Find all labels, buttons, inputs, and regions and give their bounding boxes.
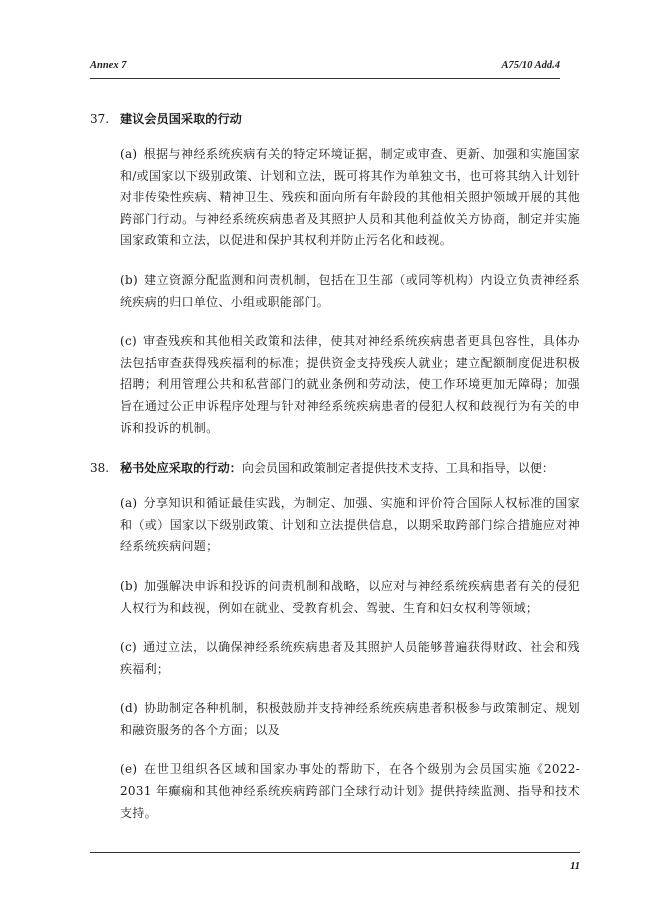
annex-label: Annex 7 bbox=[90, 60, 127, 71]
item-text: 通过立法，以确保神经系统疾病患者及其照护人员能够普遍获得财政、社会和残疾福利； bbox=[120, 640, 580, 676]
paragraph-c bbox=[120, 331, 580, 439]
paragraph-b bbox=[120, 270, 580, 313]
paragraph-c bbox=[120, 637, 580, 680]
section-number: 37. bbox=[90, 112, 110, 126]
paragraph-b bbox=[120, 576, 580, 619]
paragraph-d bbox=[120, 698, 580, 741]
section-37 bbox=[90, 108, 580, 439]
item-text: 在世卫组织各区域和国家办事处的帮助下，在各个级别为会员国实施《2022-2031 年癫痫和其他神经系统疾病跨部门全球行动计划》提供持续监测、指导和技术支持。 bbox=[120, 762, 580, 820]
item-label: (c) bbox=[120, 334, 137, 349]
section-number: 38. bbox=[90, 461, 110, 476]
section-heading bbox=[90, 108, 580, 130]
item-text: 加强解决申诉和投诉的问责机制和战略，以应对与神经系统疾病患者有关的侵犯人权行为和歧视，例如在就业、受教育机会、驾驶、生育和妇女权利等领域； bbox=[120, 578, 580, 615]
item-label: (a) bbox=[120, 496, 138, 511]
item-label: (e) bbox=[120, 762, 138, 777]
item-label: (b) bbox=[120, 272, 138, 287]
section-38 bbox=[90, 457, 580, 824]
page-footer bbox=[90, 852, 580, 872]
paragraph-a bbox=[120, 493, 580, 558]
paragraph-a bbox=[120, 144, 580, 252]
item-text: 建立资源分配监测和问责机制，包括在卫生部（或同等机构）内设立负责神经系统疾病的归口单位、小组或职能部门。 bbox=[120, 272, 580, 309]
item-label: (c) bbox=[120, 640, 137, 655]
item-label: (d) bbox=[120, 701, 138, 716]
section-heading bbox=[90, 457, 580, 479]
paragraph-e bbox=[120, 759, 580, 824]
item-text: 分享知识和循证最佳实践，为制定、加强、实施和评价符合国际人权标准的国家和（或）国家以下级别政策、计划和立法提供信息，以期采取跨部门综合措施应对神经系统疾病问题； bbox=[120, 496, 580, 554]
document-code: A75/10 Add.4 bbox=[501, 60, 560, 71]
item-text: 根据与神经系统疾病有关的特定环境证据，制定或审查、更新、加强和实施国家和/或国家以下级别政策、计划和立法，既可将其作为单独文书，也可将其纳入计划针对非传染性疾病、精神卫生、残疾和面向所有年龄段的其他相关照护领域开展的其他跨部门行动。与神经系统疾病患者及其照护人员和其他利益攸关方协商，制定并实施国家政策和立法，以促进和保护其权利并防止污名化和歧视。 bbox=[120, 147, 580, 248]
item-label: (b) bbox=[120, 578, 138, 593]
item-label: (a) bbox=[120, 147, 138, 161]
page-header bbox=[90, 60, 560, 79]
item-text: 协助制定各种机制，积极鼓励并支持神经系统疾病患者积极参与政策制定、规划和融资服务的各个方面；以及 bbox=[120, 701, 580, 737]
section-title: 秘书处应采取的行动： bbox=[120, 461, 242, 476]
document-body bbox=[90, 108, 580, 842]
item-text: 审查残疾和其他相关政策和法律，使其对神经系统疾病患者更具包容性，具体办法包括审查获得残疾福利的标准；提供资金支持残疾人就业；建立配额制度促进积极招聘；利用管理公共和私营部门的就业条例和劳动法，使工作环境更加无障碍；加强旨在通过公正申诉程序处理与针对神经系统疾病患者的侵犯人权和歧视行为有关的申诉和投诉的机制。 bbox=[120, 334, 580, 435]
section-intro: 向会员国和政策制定者提供技术支持、工具和指导，以便： bbox=[241, 461, 554, 476]
page-number: 11 bbox=[570, 861, 580, 872]
section-title: 建议会员国采取的行动 bbox=[120, 112, 242, 126]
